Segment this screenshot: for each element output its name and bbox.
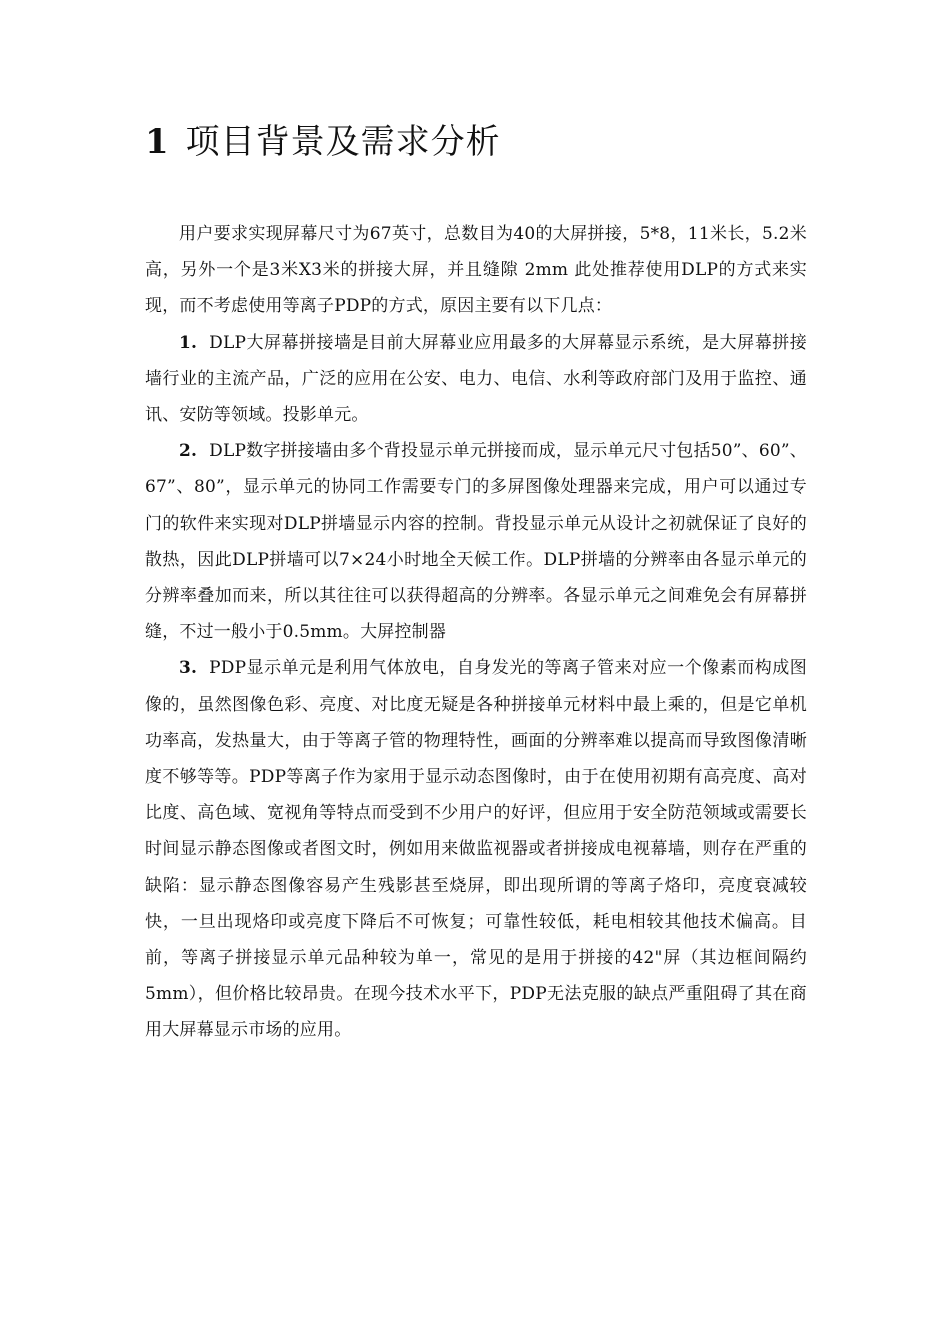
intro-paragraph: 用户要求实现屏幕尺寸为67英寸，总数目为40的大屏拼接，5*8，11米长，5.2米高，另外一个是3米X3米的拼接大屏，并且缝隙 2mm 此处推荐使用DLP的方式来实现，而不考虑使用等离子PDP的方式，原因主要有以下几点： (145, 224, 807, 317)
list-item-2 (145, 433, 807, 650)
section-title: 项目背景及需求分析 (185, 122, 501, 162)
list-item-3-text: PDP显示单元是利用气体放电，自身发光的等离子管来对应一个像素而构成图像的，虽然图像色彩、亮度、对比度无疑是各种拼接单元材料中最上乘的，但是它单机功率高，发热量大，由于等离子管的物理特性，画面的分辨率难以提高而导致图像清晰度不够等等。PDP等离子作为家用于显示动态图像时，由于在使用初期有高亮度、高对比度、高色域、宽视角等特点而受到不少用户的好评，但应用于安全防范领域或需要长时间显示静态图像或者图文时，例如用来做监视器或者拼接成电视幕墙，则存在严重的缺陷：显示静态图像容易产生残影甚至烧屏，即出现所谓的等离子烙印，亮度衰减较快，一旦出现烙印或亮度下降后不可恢复；可靠性较低，耗电相较其他技术偏高。目前，等离子拼接显示单元品种较为单一，常见的是用于拼接的42"屏（其边框间隔约5mm），但价格比较昂贵。在现今技术水平下，PDP无法克服的缺点严重阻碍了其在商用大屏幕显示市场的应用。 (145, 658, 807, 1041)
list-item-1 (145, 325, 807, 434)
section-number: 1 (145, 122, 170, 162)
body-text (145, 216, 807, 1049)
list-item-2-text: DLP数字拼接墙由多个背投显示单元拼接而成，显示单元尺寸包括50”、60”、67”、80”，显示单元的协同工作需要专门的多屏图像处理器来完成，用户可以通过专门的软件来实现对DLP拼墙显示内容的控制。背投显示单元从设计之初就保证了良好的散热，因此DLP拼墙可以7×24小时地全天候工作。DLP拼墙的分辨率由各显示单元的分辨率叠加而来，所以其往往可以获得超高的分辨率。各显示单元之间难免会有屏幕拼缝，不过一般小于0.5mm。大屏控制器 (145, 441, 807, 643)
list-item-3-number: 3. (179, 658, 198, 679)
list-item-2-number: 2. (179, 441, 198, 462)
section-heading (145, 118, 845, 166)
list-item-1-text: DLP大屏幕拼接墙是目前大屏幕业应用最多的大屏幕显示系统，是大屏幕拼接墙行业的主流产品，广泛的应用在公安、电力、电信、水利等政府部门及用于监控、通讯、安防等领域。投影单元。 (145, 332, 807, 426)
list-item-1-number: 1. (179, 332, 198, 353)
list-item-3 (145, 650, 807, 1048)
